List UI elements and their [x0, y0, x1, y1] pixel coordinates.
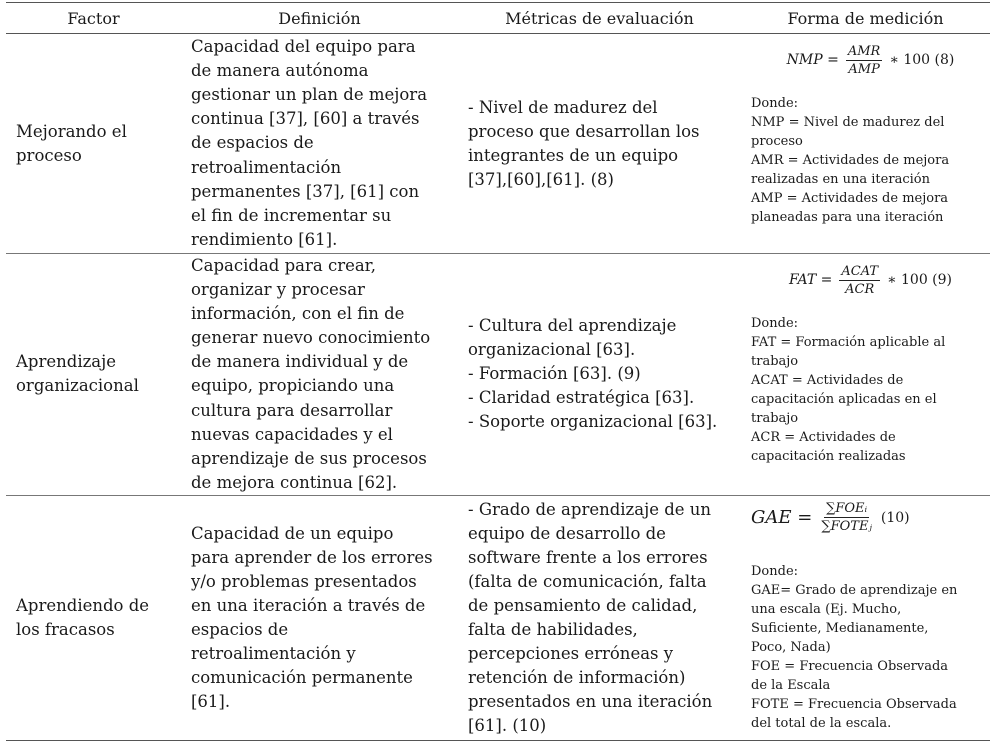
table-row	[6, 34, 990, 254]
text-line: de manera individual y de	[191, 352, 409, 372]
formula	[751, 254, 990, 306]
text-line: (falta de comunicación, falta	[468, 571, 707, 591]
text-line: ∗ 100 (8)	[889, 52, 955, 68]
text-line: (10)	[880, 509, 910, 526]
text-line: - Claridad estratégica [63].	[468, 388, 695, 408]
text-line: - Formación [63]. (9)	[468, 364, 641, 384]
text-line: generar nuevo conocimiento	[191, 328, 431, 348]
text-line: Mejorando el	[16, 121, 127, 141]
text-line: equipo de desarrollo de	[468, 523, 666, 543]
text-line: ACR	[845, 281, 875, 297]
text-line: Donde:	[751, 563, 799, 579]
text-line: ACAT = Actividades de	[751, 373, 904, 388]
formula-notes	[751, 562, 990, 733]
text-line: retención de información)	[468, 667, 686, 687]
text-line: Capacidad para crear,	[191, 256, 377, 275]
table-row	[6, 254, 990, 496]
text-line: - Soporte organizacional [63].	[468, 412, 718, 432]
text-line: aprendizaje de sus procesos	[191, 448, 427, 468]
factors-table	[6, 2, 990, 741]
text-line: continua [37], [60] a través	[191, 109, 420, 129]
text-line: AMP = Actividades de mejora	[751, 191, 949, 206]
text-line: - Nivel de madurez del	[468, 97, 658, 117]
text-line: organizacional	[16, 376, 139, 396]
text-line: Capacidad del equipo para	[191, 37, 416, 57]
header-row	[6, 3, 990, 34]
text-line: de pensamiento de calidad,	[468, 595, 698, 615]
text-line: software frente a los errores	[468, 547, 708, 567]
definition-cell	[181, 254, 458, 496]
text-line: FAT = Formación aplicable al	[751, 335, 946, 350]
text-line: ACAT	[841, 263, 879, 279]
formula	[751, 34, 990, 86]
text-line: capacitación realizadas	[751, 449, 906, 464]
text-line: percepciones erróneas y	[468, 643, 674, 663]
text-line: planeadas para una iteración	[751, 210, 944, 225]
text-line: AMR = Actividades de mejora	[751, 153, 950, 168]
text-line: los fracasos	[16, 619, 115, 639]
text-line: AMP	[848, 61, 880, 77]
text-line: para aprender de los errores	[191, 547, 433, 567]
text-line: GAE =	[751, 507, 813, 529]
definition-cell	[181, 34, 458, 254]
text-line: rendimiento [61].	[191, 229, 338, 249]
text-line: y/o problemas presentados	[191, 571, 417, 591]
factor-cell	[6, 495, 181, 740]
text-line: - Cultura del aprendizaje	[468, 316, 677, 336]
formula-notes	[751, 314, 990, 466]
measurement-cell	[741, 254, 990, 496]
text-line: [61].	[191, 692, 231, 712]
text-line: de espacios de	[191, 133, 314, 153]
text-line: retroalimentación y	[191, 644, 356, 664]
formula-notes	[751, 94, 990, 227]
measurement-cell	[741, 34, 990, 254]
text-line: FOTE = Frecuencia Observada	[751, 696, 957, 712]
text-line: comunicación permanente	[191, 668, 413, 688]
text-line: NMP = Nivel de madurez del	[751, 115, 945, 130]
text-line: GAE= Grado de aprendizaje en	[751, 582, 958, 598]
text-line: ∗ 100 (9)	[887, 272, 953, 288]
text-line: organizar y procesar	[191, 280, 365, 300]
metrics-cell	[458, 254, 741, 496]
text-line: capacitación aplicadas en el	[751, 392, 937, 407]
text-line: de manera autónoma	[191, 61, 369, 81]
measurement-cell	[741, 495, 990, 740]
header-definition: Definición	[181, 3, 458, 34]
text-line: Aprendiendo de	[16, 595, 150, 615]
text-line: realizadas en una iteración	[751, 172, 930, 187]
text-line: Donde:	[751, 316, 799, 331]
table-row	[6, 495, 990, 740]
factor-cell	[6, 254, 181, 496]
text-line: integrantes de un equipo	[468, 145, 679, 165]
definition-cell	[181, 495, 458, 740]
text-line: trabajo	[751, 354, 799, 369]
text-line: organizacional [63].	[468, 340, 636, 360]
text-line: - Grado de aprendizaje de un	[468, 499, 712, 519]
text-line: presentados en una iteración	[468, 691, 713, 711]
text-line: del total de la escala.	[751, 715, 892, 731]
formula	[751, 496, 990, 540]
text-line: falta de habilidades,	[468, 619, 638, 639]
text-line: Capacidad de un equipo	[191, 523, 394, 543]
text-line: en una iteración a través de	[191, 595, 426, 615]
text-line: [61]. (10)	[468, 715, 547, 735]
text-line: de mejora continua [62].	[191, 472, 398, 492]
text-line: información, con el fin de	[191, 304, 405, 324]
text-line: FAT =	[788, 272, 833, 288]
text-line: el fin de incrementar su	[191, 205, 392, 225]
header-metrics: Métricas de evaluación	[458, 3, 741, 34]
text-line: permanentes [37], [61] con	[191, 181, 420, 201]
header-factor: Factor	[6, 3, 181, 34]
text-line: ACR = Actividades de	[751, 430, 896, 445]
text-line: AMR	[847, 43, 881, 59]
text-line: proceso	[751, 134, 803, 149]
text-line: una escala (Ej. Mucho,	[751, 601, 902, 617]
text-line: [37],[60],[61]. (8)	[468, 169, 614, 189]
factor-cell	[6, 34, 181, 254]
text-line: Aprendizaje	[16, 352, 117, 372]
text-line: espacios de	[191, 619, 289, 639]
text-line: trabajo	[751, 411, 799, 426]
text-line: Poco, Nada)	[751, 639, 831, 655]
text-line: de la Escala	[751, 677, 831, 693]
text-line: retroalimentación	[191, 157, 342, 177]
metrics-cell	[458, 495, 741, 740]
text-line: ∑FOTEⱼ	[821, 519, 872, 535]
text-line: FOE = Frecuencia Observada	[751, 658, 949, 674]
text-line: NMP =	[786, 52, 839, 68]
metrics-cell	[458, 34, 741, 254]
text-line: Donde:	[751, 96, 799, 111]
text-line: proceso	[16, 145, 82, 165]
header-measurement: Forma de medición	[741, 3, 990, 34]
text-line: proceso que desarrollan los	[468, 121, 700, 141]
text-line: Suficiente, Medianamente,	[751, 620, 929, 636]
text-line: equipo, propiciando una	[191, 376, 395, 396]
text-line: ∑FOEᵢ	[826, 501, 868, 517]
text-line: gestionar un plan de mejora	[191, 85, 428, 105]
text-line: nuevas capacidades y el	[191, 424, 393, 444]
text-line: cultura para desarrollar	[191, 400, 393, 420]
